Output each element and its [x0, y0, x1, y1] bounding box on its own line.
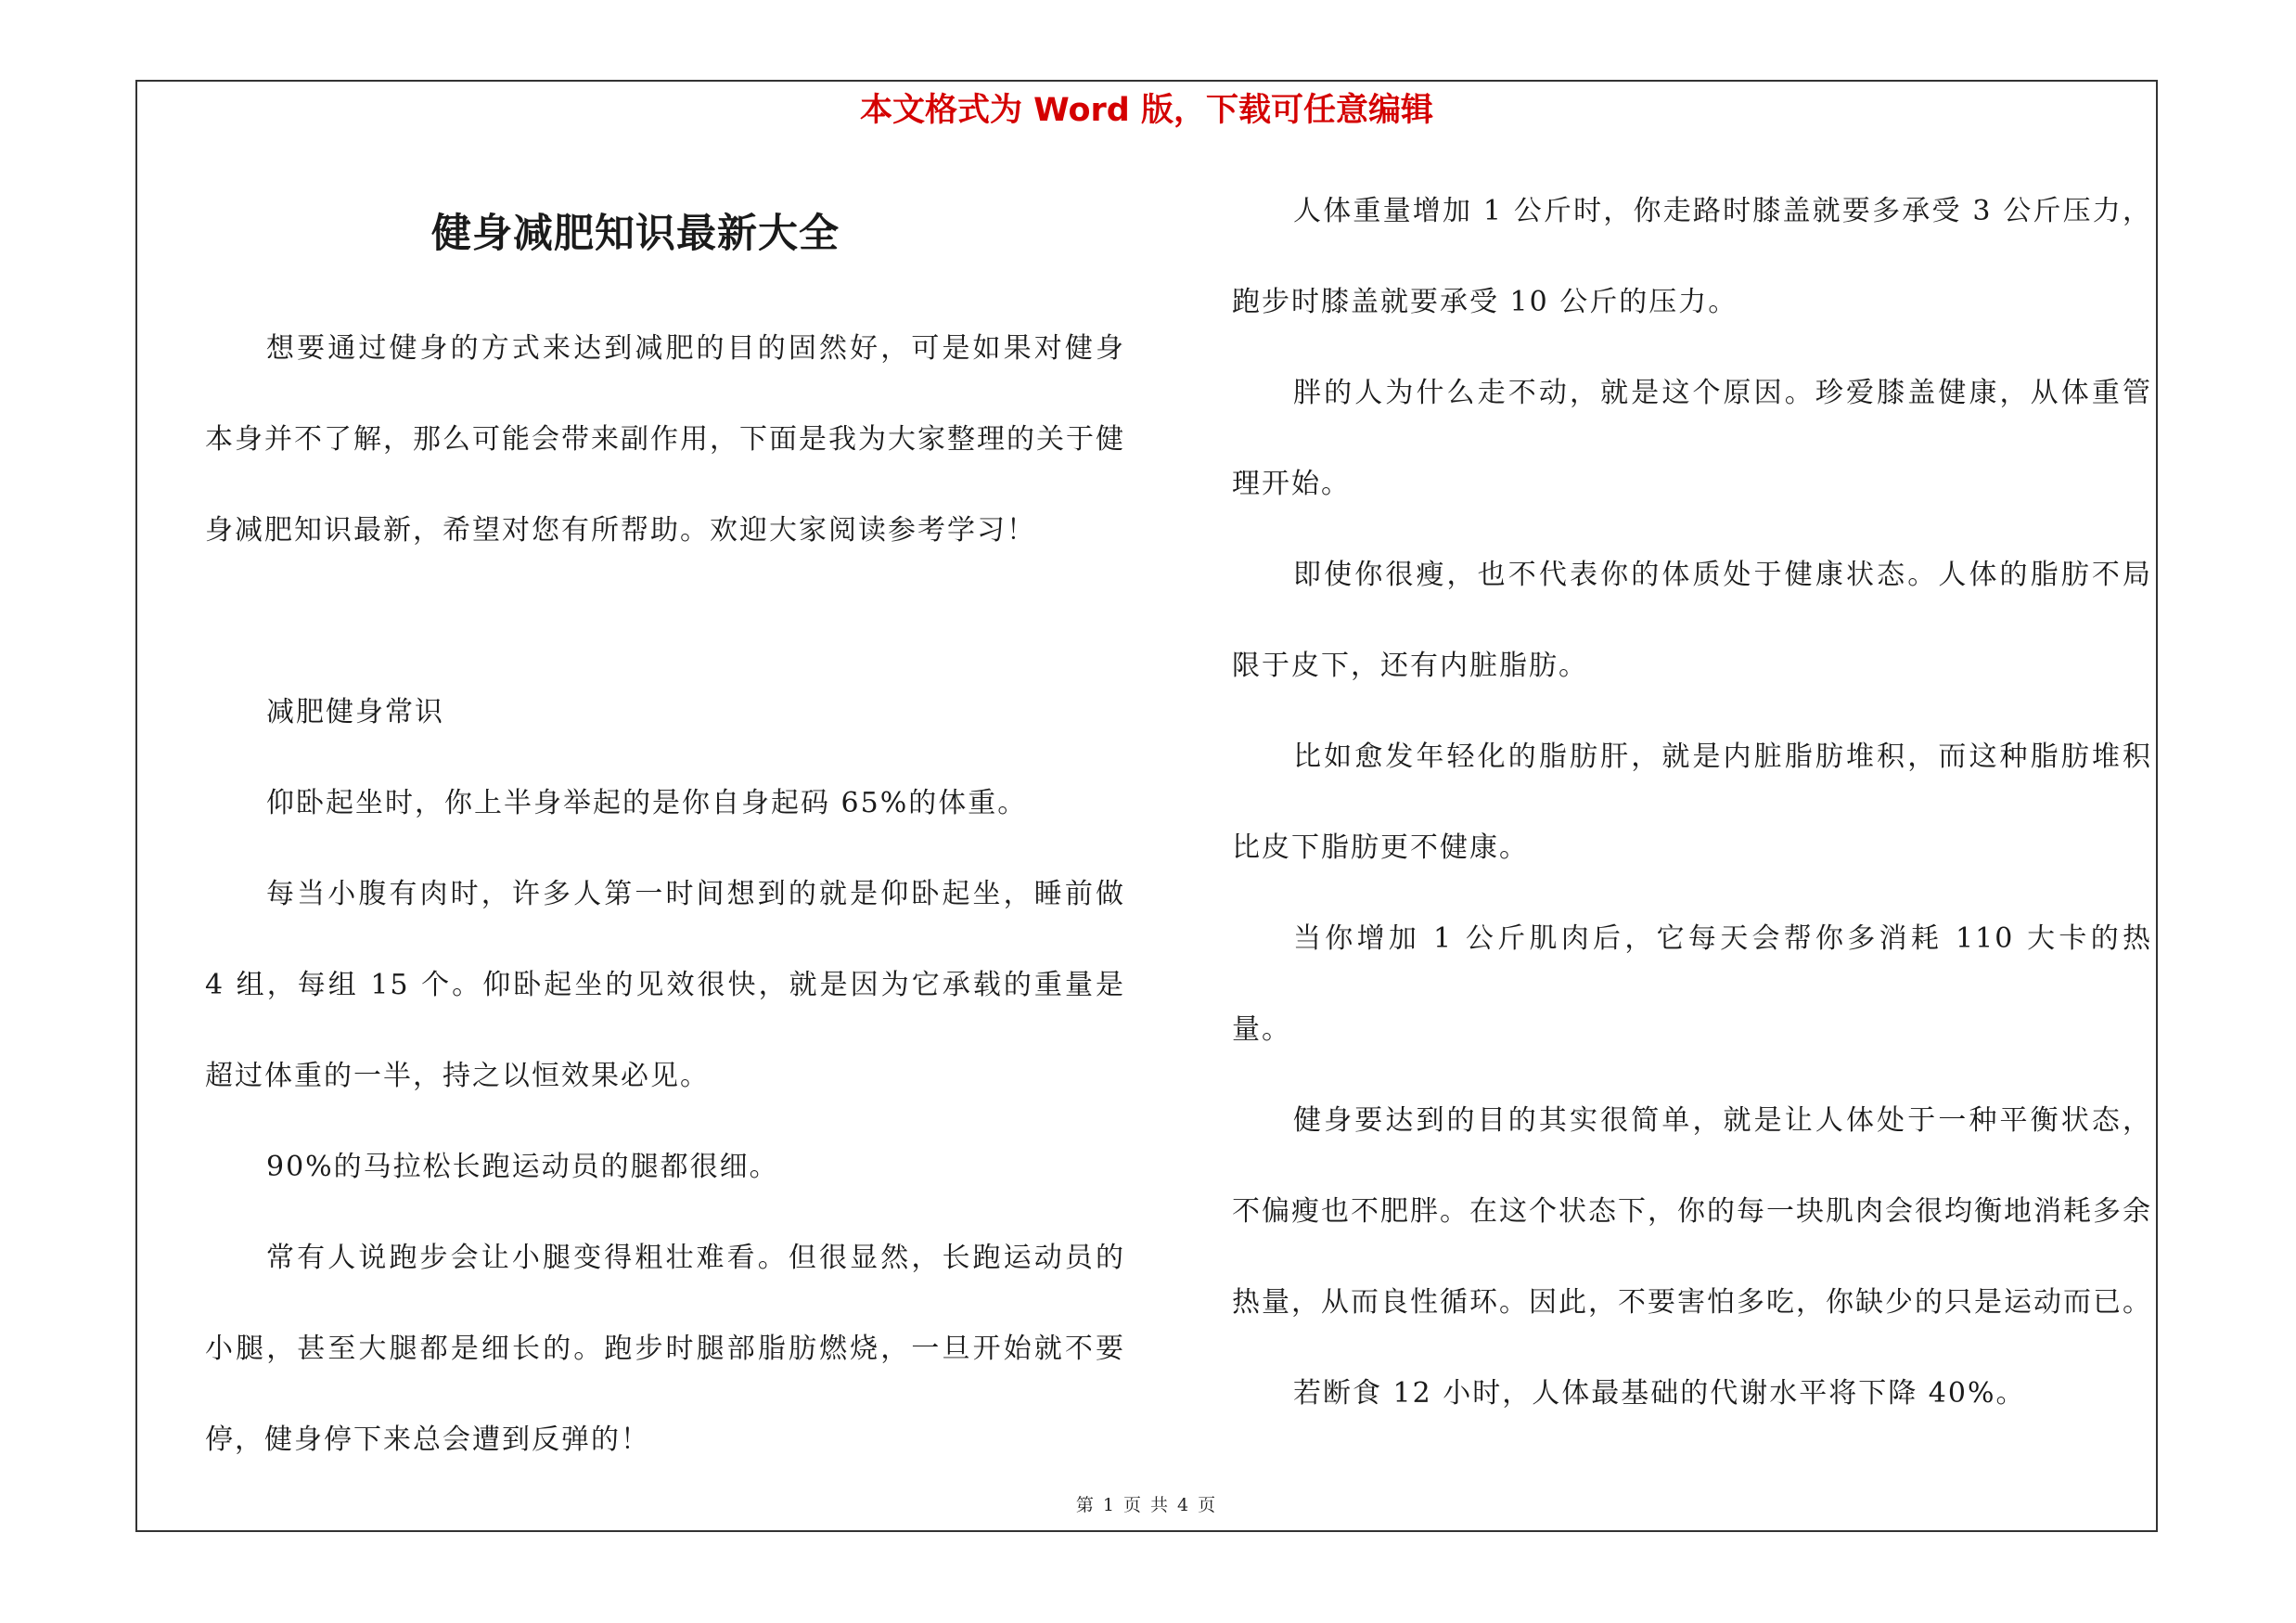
paragraph: 仰卧起坐时，你上半身举起的是你自身起码 65%的体重。 [266, 787, 1028, 819]
paragraph: 人体重量增加 1 公斤时，你走路时膝盖就要多承受 3 公斤压力，跑步时膝盖就要承受 10 公斤的压力。 [1232, 195, 2152, 318]
paragraph: 健身要达到的目的其实很简单，就是让人体处于一种平衡状态，不偏瘦也不肥胖。在这个状态下，你的每一块肌肉会很均衡地消耗多余热量，从而良性循环。因此，不要害怕多吃，你缺少的只是运动而已。 [1232, 1104, 2152, 1319]
word-format-banner: 本文格式为 Word 版，下载可任意编辑 [859, 92, 1434, 129]
intro-paragraph: 想要通过健身的方式来达到减肥的目的固然好，可是如果对健身本身并不了解，那么可能会带来副作用，下面是我为大家整理的关于健身减肥知识最新，希望对您有所帮助。欢迎大家阅读参考学习！ [205, 332, 1125, 547]
paragraph: 每当小腹有肉时，许多人第一时间想到的就是仰卧起坐，睡前做 4 组，每组 15 个。仰卧起坐的见效很快，就是因为它承载的重量是超过体重的一半，持之以恒效果必见。 [205, 878, 1125, 1092]
paragraph: 胖的人为什么走不动，就是这个原因。珍爱膝盖健康，从体重管理开始。 [1232, 377, 2152, 500]
paragraph: 即使你很瘦，也不代表你的体质处于健康状态。人体的脂肪不局限于皮下，还有内脏脂肪。 [1232, 559, 2152, 682]
left-column [205, 303, 1125, 1486]
paragraph: 若断食 12 小时，人体最基础的代谢水平将下降 40%。 [1293, 1377, 2026, 1410]
right-column [1232, 166, 2152, 1439]
paragraph: 比如愈发年轻化的脂肪肝，就是内脏脂肪堆积，而这种脂肪堆积比皮下脂肪更不健康。 [1232, 741, 2152, 864]
blank-line [205, 576, 1125, 667]
document-title: 健身减肥知识最新大全 [431, 211, 840, 257]
paragraph: 常有人说跑步会让小腿变得粗壮难看。但很显然，长跑运动员的小腿，甚至大腿都是细长的。跑步时腿部脂肪燃烧，一旦开始就不要停，健身停下来总会遭到反弹的！ [205, 1242, 1125, 1456]
paragraph: 当你增加 1 公斤肌肉后，它每天会帮你多消耗 110 大卡的热量。 [1232, 922, 2152, 1046]
page-number: 第 1 页 共 4 页 [1075, 1495, 1218, 1515]
paragraph: 90%的马拉松长跑运动员的腿都很细。 [266, 1151, 779, 1183]
section-heading: 减肥健身常识 [266, 696, 444, 728]
